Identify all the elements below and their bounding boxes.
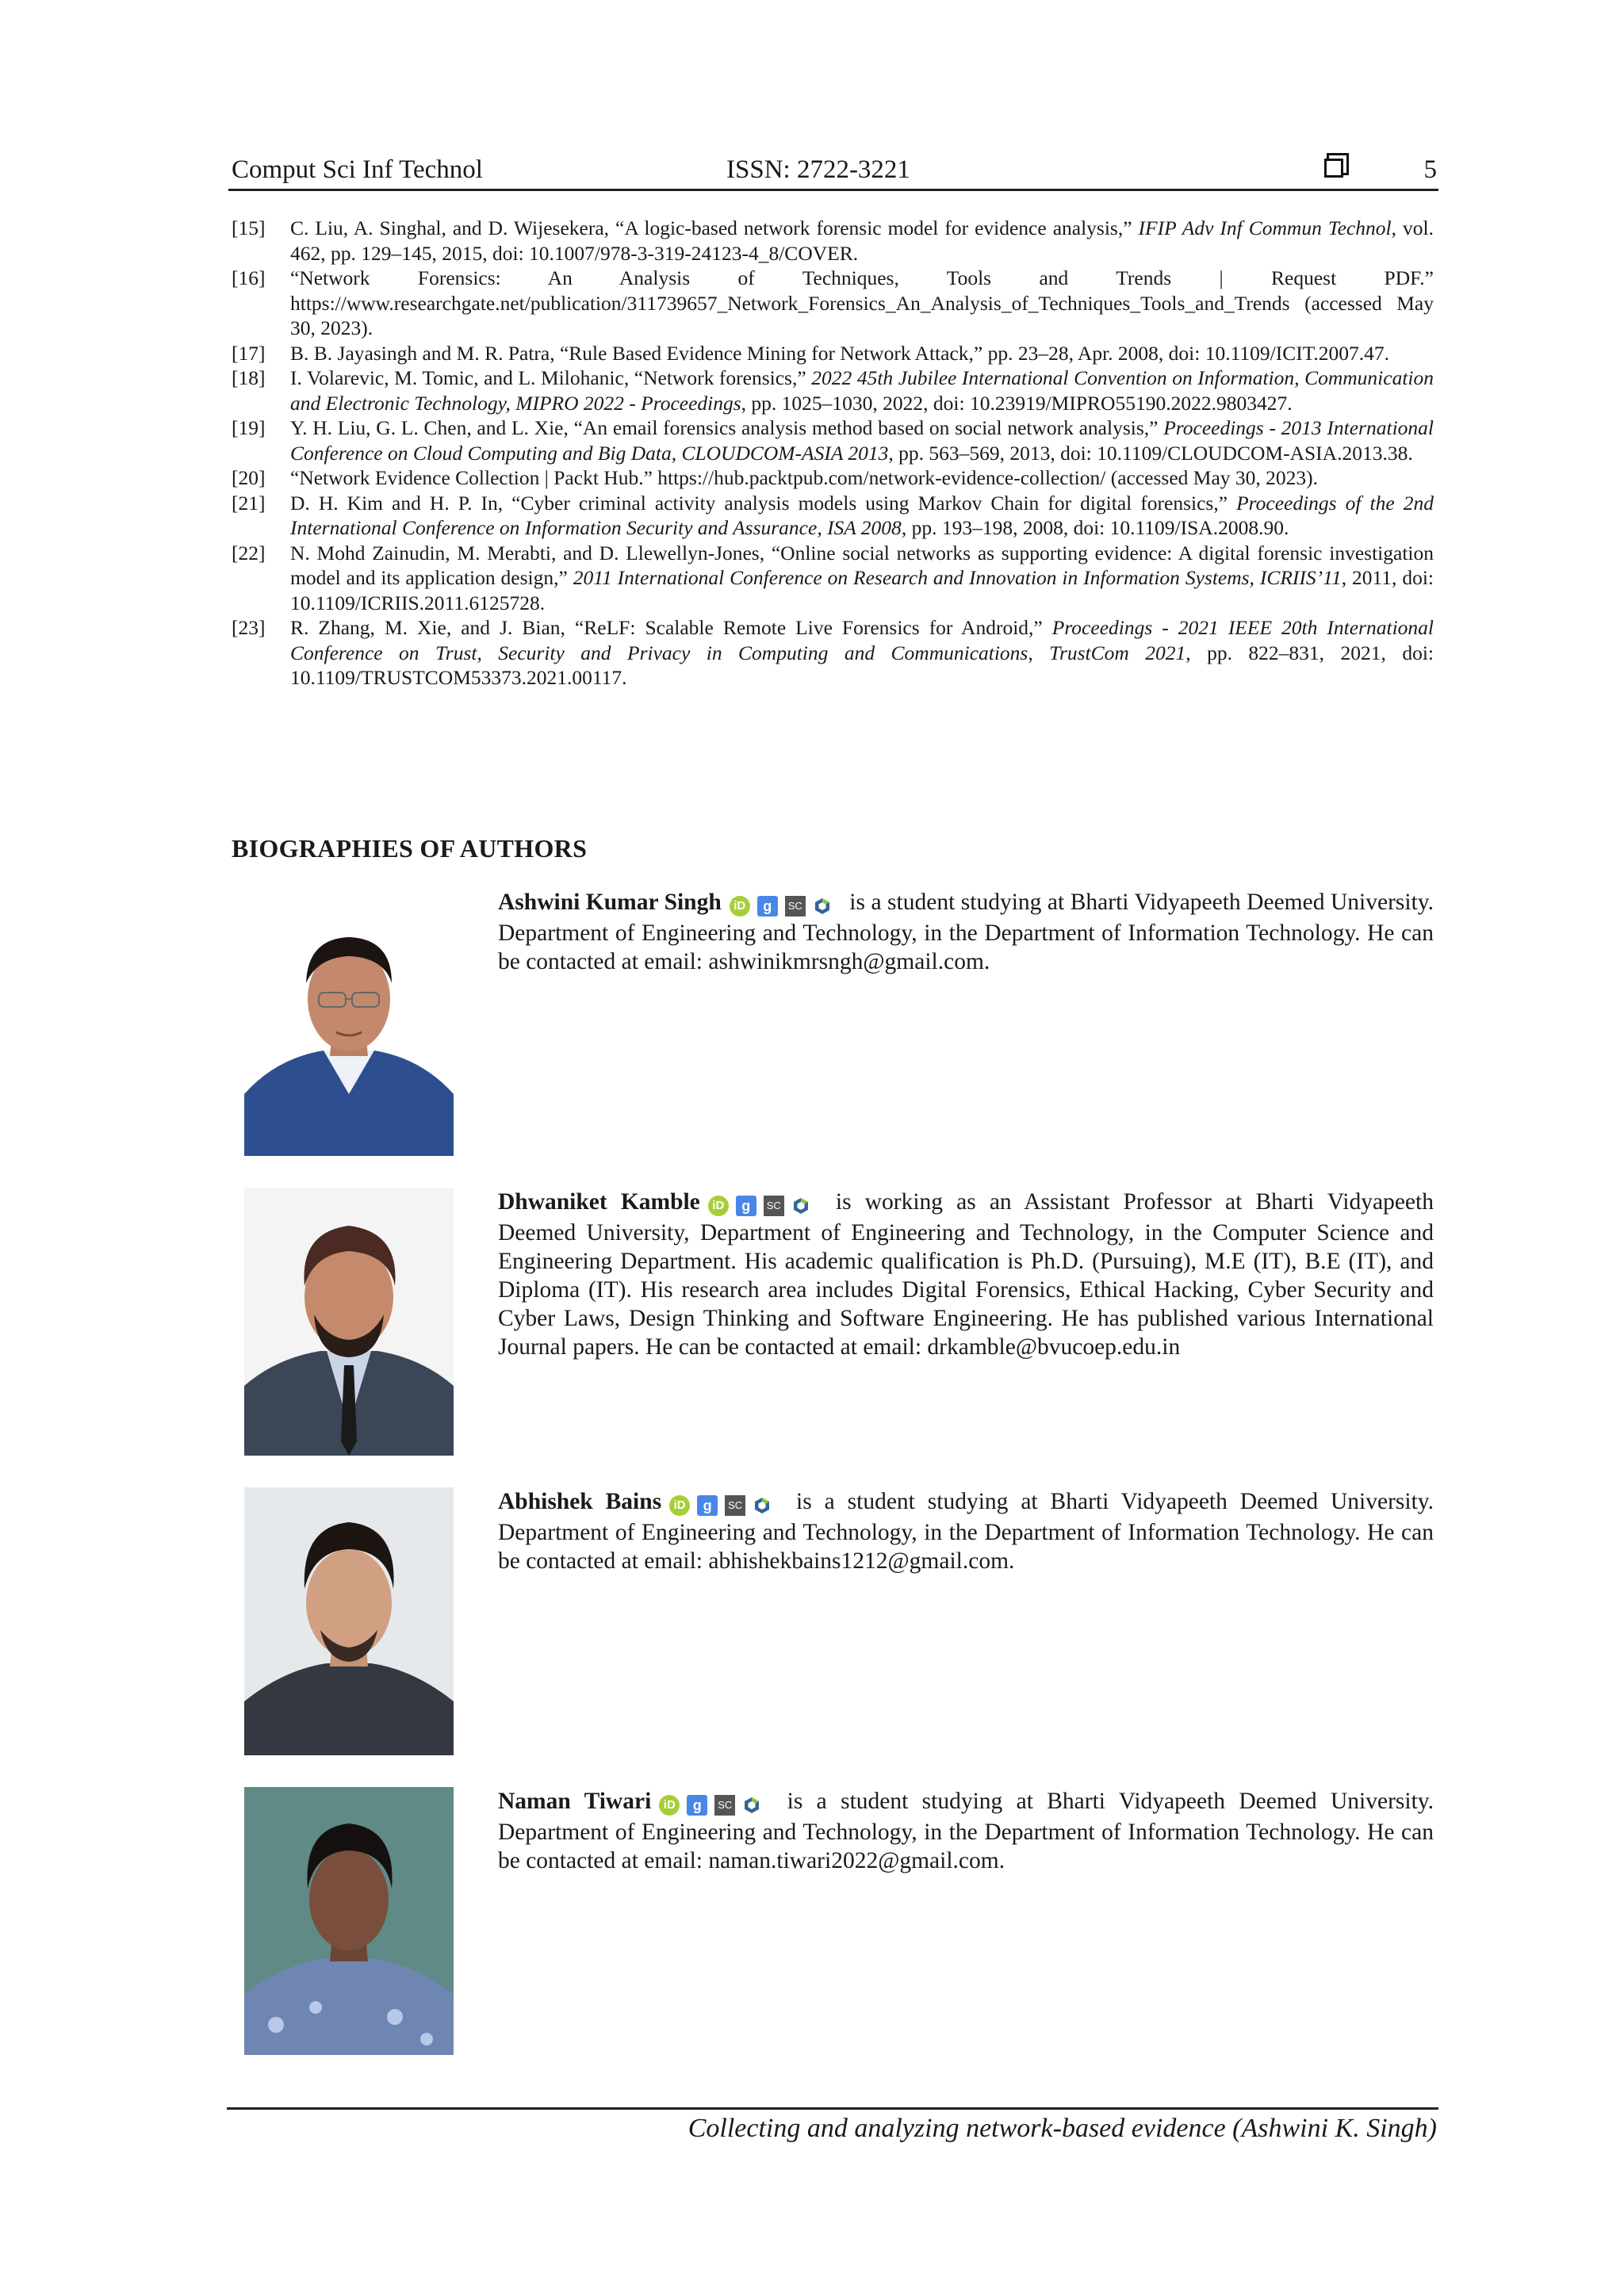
reference-number: [23] [232,616,266,639]
reference-text: D. H. Kim and H. P. In, “Cyber criminal activity analysis models using Markov Chain for digital forensics,” [290,491,1237,515]
reference-number: [16] [232,266,266,289]
reference-details: , pp. 1025–1030, 2022, doi: 10.23919/MIPRO55190.2022.9803427. [741,391,1293,415]
reference-text: “Network Evidence Collection | Packt Hub.” https://hub.packtpub.com/network-evidence-collection/ (accessed May 30, 2023). [290,466,1319,489]
reference-item [232,341,1434,366]
reference-item [232,266,1434,341]
google-scholar-icon[interactable]: g [736,1196,756,1216]
reference-list [232,216,1434,691]
profile-icons [659,1789,768,1818]
profile-icons [730,890,839,919]
reference-text: “Network Forensics: An Analysis of Techniques, Tools and Trends | Request PDF.” https://www.researchgate.net/publication/311739657_Network_Forensics_An_Analysis_of_Techniques_Tools_and_Trends (accessed May 30, 2023). [290,266,1434,339]
reference-text: Y. H. Liu, G. L. Chen, and L. Xie, “An email forensics analysis method based on social network analysis,” [290,416,1164,439]
author-name: Abhishek Bains [498,1489,662,1514]
author-photo [244,1487,454,1755]
profile-icons [708,1190,818,1219]
publons-icon[interactable] [813,897,832,916]
author-bio-text [498,1188,1434,1361]
author-bio-text [498,1487,1434,1575]
footer-rule [227,2107,1438,2110]
scopus-icon[interactable]: SC [714,1795,735,1816]
reference-venue: Proceedings of the 2nd International Conference on Information Security and Assurance, ISA 2008 [290,491,1434,539]
author-name: Naman Tiwari [498,1789,652,1814]
reference-text: R. Zhang, M. Xie, and J. Bian, “ReLF: Scalable Remote Live Forensics for Android,” [290,616,1052,639]
reference-text: I. Volarevic, M. Tomic, and L. Milohanic, “Network forensics,” [290,366,812,389]
orcid-icon[interactable]: iD [730,896,750,916]
reference-item [232,541,1434,616]
reference-item [232,216,1434,266]
reference-details: , pp. 822–831, 2021, doi: 10.1109/TRUSTCOM53373.2021.00117. [290,641,1434,689]
author-description: is a student studying at Bharti Vidyapeeth Deemed University. Department of Engineering and Technology, in the Department of Information Technology. He can be contacted at email: abhishekbains1212@gmail.com. [498,1489,1434,1574]
header-rule [228,189,1438,191]
reference-details: , 2011, doi: 10.1109/ICRIIS.2011.6125728. [290,566,1434,614]
scopus-icon[interactable]: SC [764,1196,784,1216]
author-photo [244,888,454,1156]
reference-venue: Proceedings - 2013 International Conference on Cloud Computing and Big Data, CLOUDCOM-ASIA 2013 [290,416,1434,465]
author-photo [244,1787,454,2055]
reference-number: [21] [232,491,266,515]
orcid-icon[interactable]: iD [659,1795,680,1816]
page-number: 5 [1423,155,1437,184]
journal-name: Comput Sci Inf Technol [232,155,483,184]
orcid-icon[interactable]: iD [708,1196,729,1216]
google-scholar-icon[interactable]: g [687,1795,707,1816]
reference-venue: 2022 45th Jubilee International Convention on Information, Communication and Electronic Technology, MIPRO 2022 - Proceedings [290,366,1434,415]
reference-item [232,365,1434,415]
reference-number: [22] [232,541,266,564]
reference-number: [20] [232,466,266,489]
reference-text: B. B. Jayasingh and M. R. Patra, “Rule Based Evidence Mining for Network Attack,” pp. 23–28, Apr. 2008, doi: 10.1109/ICIT.2007.47. [290,341,1390,365]
reference-number: [18] [232,366,266,389]
page-header [232,155,1437,190]
reference-number: [17] [232,341,266,365]
publons-icon[interactable] [742,1796,761,1815]
scopus-icon[interactable]: SC [785,896,806,916]
reference-item [232,415,1434,465]
issn: ISSN: 2722-3221 [726,155,910,184]
author-name: Dhwaniket Kamble [498,1189,700,1215]
author-bio-text [498,888,1434,976]
orcid-icon[interactable]: iD [669,1495,690,1516]
reference-details: , vol. 462, pp. 129–145, 2015, doi: 10.1007/978-3-319-24123-4_8/COVER. [290,216,1434,265]
reference-venue: 2011 International Conference on Research and Innovation in Information Systems, ICRIIS’11 [573,566,1342,589]
author-name: Ashwini Kumar Singh [498,890,722,915]
scopus-icon[interactable]: SC [725,1495,745,1516]
author-photo [244,1188,454,1456]
square-icon [1324,159,1343,178]
reference-text: N. Mohd Zainudin, M. Merabti, and D. Llewellyn-Jones, “Online social networks as supporting evidence: A digital forensic investigation model and its application design,” [290,541,1434,589]
author-description: is a student studying at Bharti Vidyapeeth Deemed University. Department of Engineering and Technology, in the Department of Information Technology. He can be contacted at email: ashwinikmrsngh@gmail.com. [498,890,1434,974]
author-bio-text [498,1787,1434,1875]
google-scholar-icon[interactable]: g [757,896,778,916]
reference-venue: IFIP Adv Inf Commun Technol [1138,216,1392,239]
profile-icons [669,1490,779,1518]
reference-text: C. Liu, A. Singhal, and D. Wijesekera, “A logic-based network forensic model for evidence analysis,” [290,216,1139,239]
google-scholar-icon[interactable]: g [697,1495,718,1516]
running-title: Collecting and analyzing network-based evidence (Ashwini K. Singh) [688,2114,1437,2143]
reference-number: [19] [232,416,266,439]
author-description: is working as an Assistant Professor at Bharti Vidyapeeth Deemed University, Department of Engineering and Technology, in the Computer Science and Engineering Department. His academic qualification is Ph.D. (Pursuing), M.E (IT), B.E (IT), and Diploma (IT). His research area includes Digital Forensics, Ethical Hacking, Cyber Security and Cyber Laws, Design Thinking and Software Engineering. He has published various International Journal papers. He can be contacted at email: drkamble@bvucoep.edu.in [498,1189,1434,1360]
reference-item [232,615,1434,691]
reference-details: , pp. 193–198, 2008, doi: 10.1109/ISA.2008.90. [901,516,1289,539]
author-description: is a student studying at Bharti Vidyapeeth Deemed University. Department of Engineering and Technology, in the Department of Information Technology. He can be contacted at email: naman.tiwari2022@gmail.com. [498,1789,1434,1873]
reference-number: [15] [232,216,266,239]
reference-item [232,491,1434,541]
reference-item [232,465,1434,491]
publons-icon[interactable] [791,1196,810,1215]
section-heading: BIOGRAPHIES OF AUTHORS [232,834,588,863]
reference-venue: Proceedings - 2021 IEEE 20th International Conference on Trust, Security and Privacy in Computing and Communications, TrustCom 2021 [290,616,1434,664]
publons-icon[interactable] [753,1496,772,1515]
reference-details: , pp. 563–569, 2013, doi: 10.1109/CLOUDCOM-ASIA.2013.38. [888,441,1413,465]
